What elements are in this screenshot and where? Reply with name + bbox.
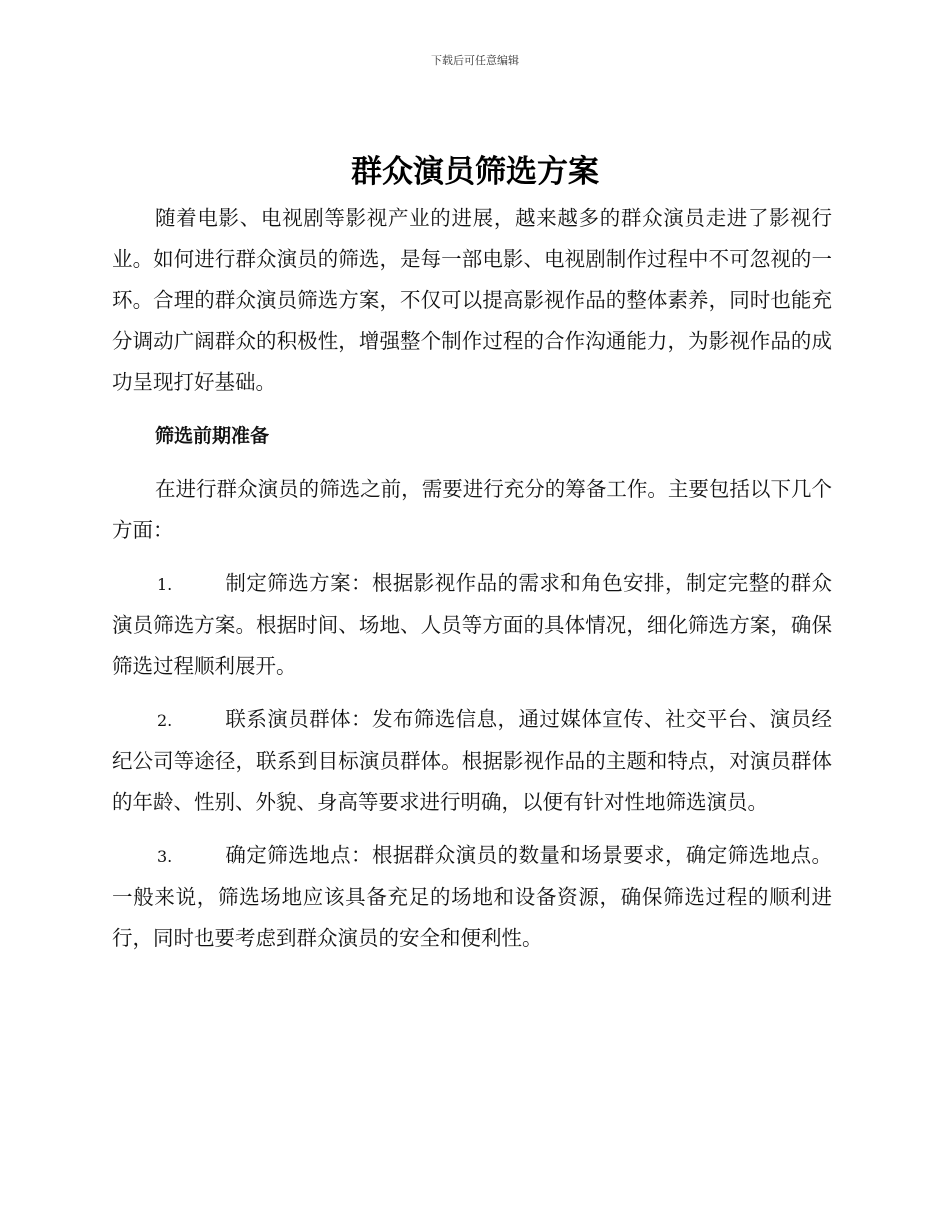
list-item-text: 联系演员群体：发布筛选信息，通过媒体宣传、社交平台、演员经纪公司等途径，联系到目标演员群体。根据影视作品的主题和特点，对演员群体的年龄、性别、外貌、身高等要求进行明确，以便有针对性地筛选演员。 [112,707,832,814]
list-number: 3. [157,847,173,866]
list-item-text: 制定筛选方案：根据影视作品的需求和角色安排，制定完整的群众演员筛选方案。根据时间、场地、人员等方面的具体情况，细化筛选方案，确保筛选过程顺利展开。 [112,571,832,678]
list-item-3 [112,835,832,959]
list-number: 1. [157,575,173,594]
page-header-note: 下载后可任意编辑 [431,54,519,67]
list-number: 2. [157,711,173,730]
list-item-text: 确定筛选地点：根据群众演员的数量和场景要求，确定筛选地点。一般来说，筛选场地应该具备充足的场地和设备资源，确保筛选过程的顺利进行，同时也要考虑到群众演员的安全和便利性。 [112,843,832,950]
document-title: 群众演员筛选方案 [351,154,599,190]
section-heading: 筛选前期准备 [155,425,270,447]
list-item-2 [112,699,832,823]
document-body [112,198,832,959]
list-item-1 [112,563,832,687]
intro-paragraph: 随着电影、电视剧等影视产业的进展，越来越多的群众演员走进了影视行业。如何进行群众演员的筛选，是每一部电影、电视剧制作过程中不可忽视的一环。合理的群众演员筛选方案，不仅可以提高影视作品的整体素养，同时也能充分调动广阔群众的积极性，增强整个制作过程的合作沟通能力，为影视作品的成功呈现打好基础。 [112,206,832,394]
section-lead-paragraph: 在进行群众演员的筛选之前，需要进行充分的筹备工作。主要包括以下几个方面： [112,477,832,542]
